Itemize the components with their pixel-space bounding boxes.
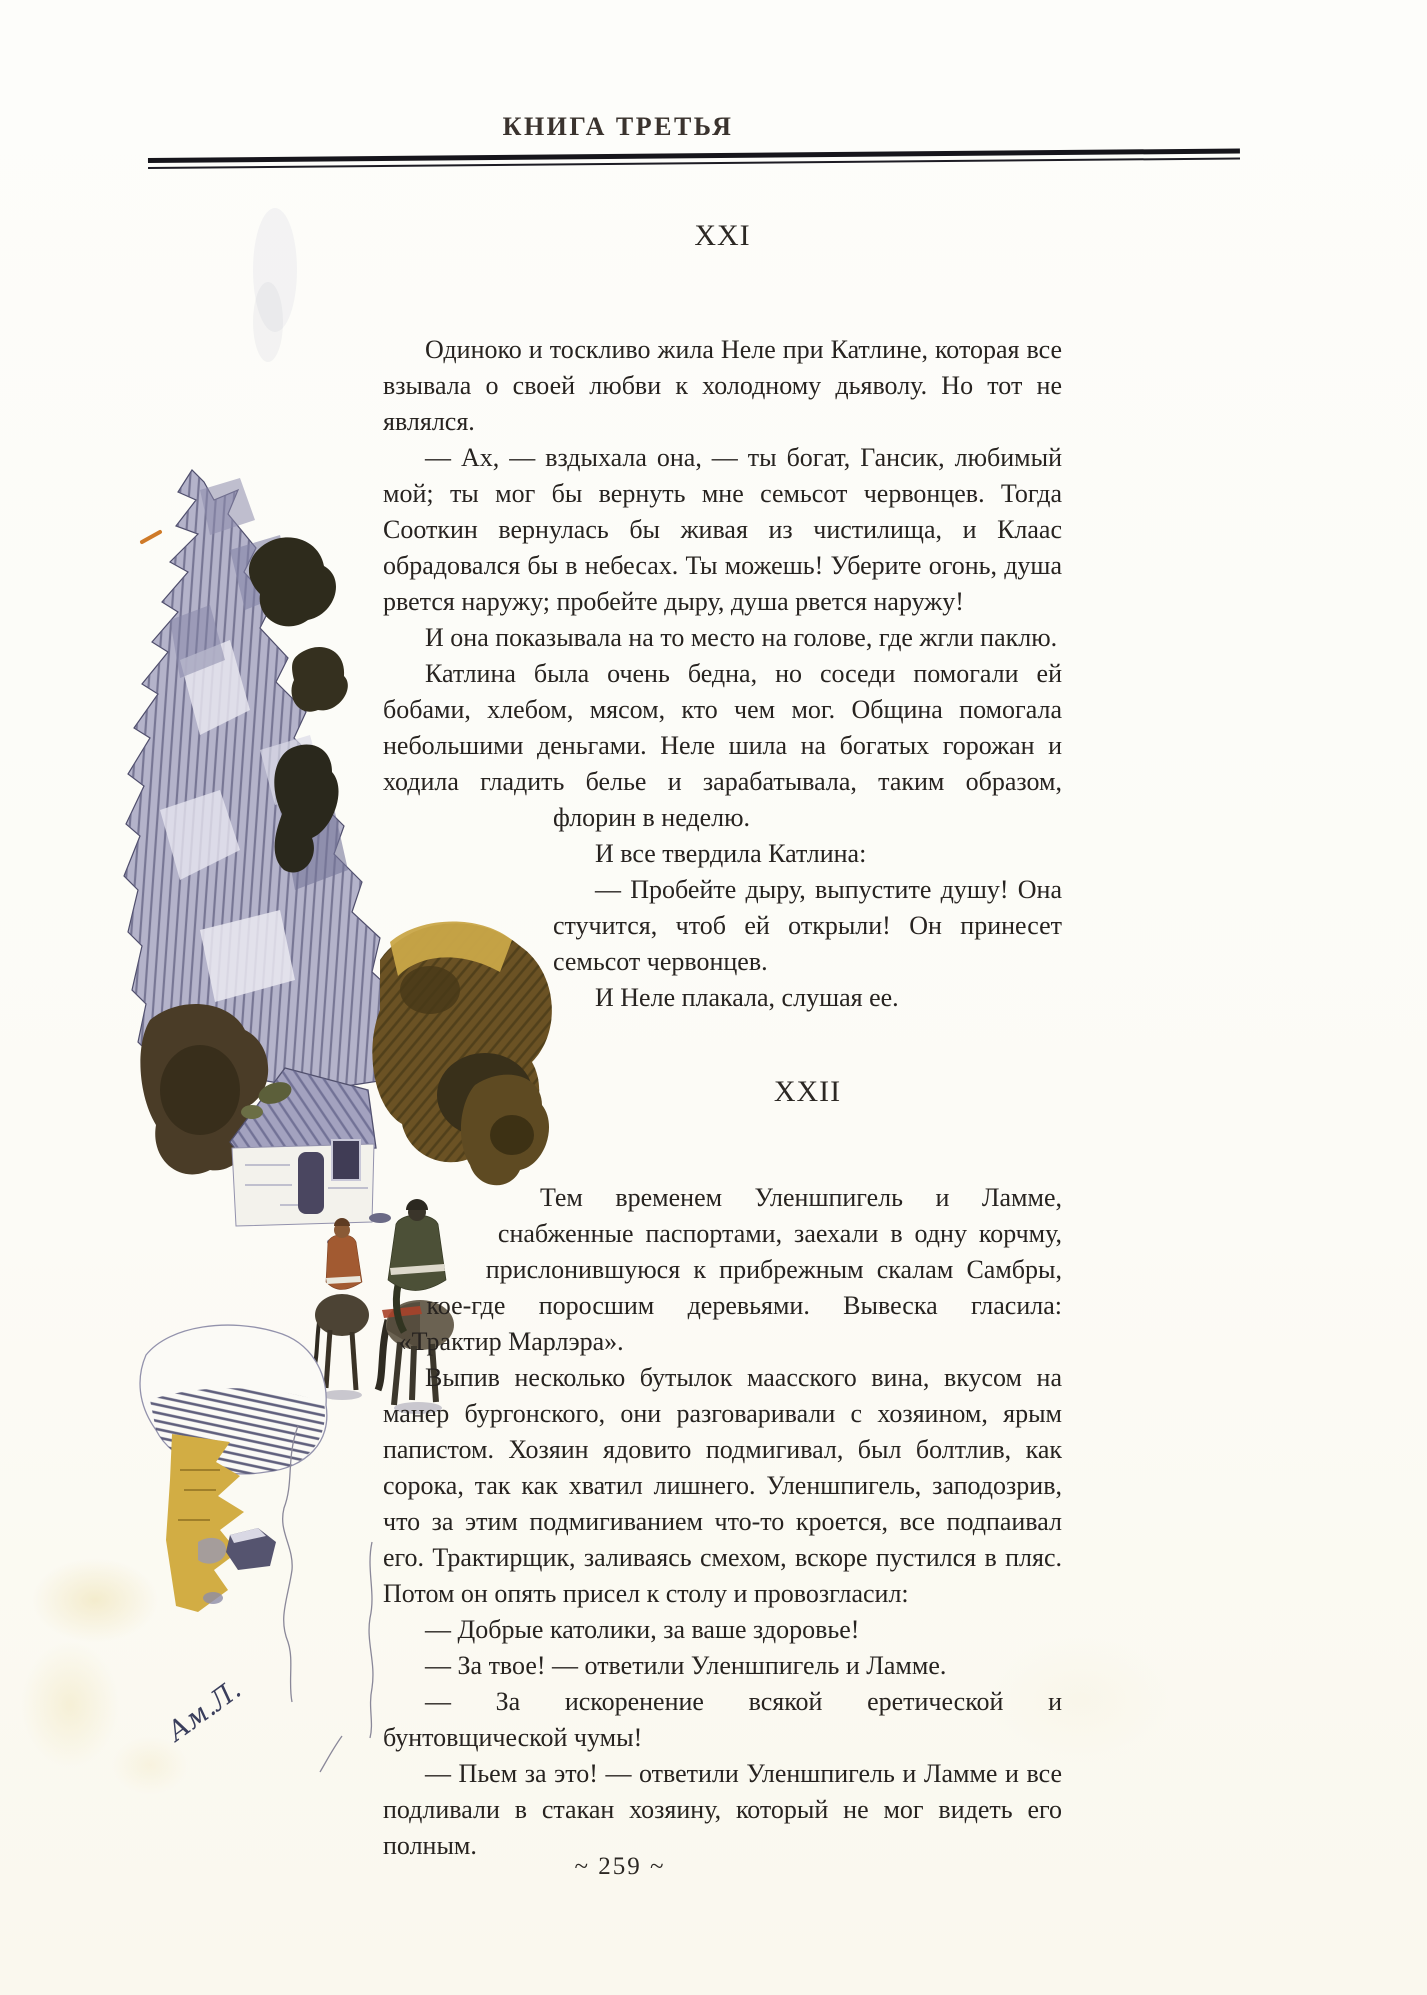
- paragraph: — Добрые католики, за ваше здоровье!: [425, 1615, 860, 1644]
- page-number: ~ 259 ~: [574, 1853, 666, 1880]
- paragraph: — За искоренение всякой еретической и бунтовщической чумы!: [383, 1687, 1062, 1752]
- artist-signature: Ам.Л.: [161, 1674, 247, 1748]
- paragraph: — Пьем за это! — ответили Уленшпигель и Ламме и все подливали в стакан хозяину, который не мог видеть его полным.: [383, 1759, 1062, 1860]
- foreground-boulder: [140, 1325, 327, 1474]
- cottage-window: [332, 1140, 360, 1180]
- paragraph: Выпив несколько бутылок маасского вина, вкусом на манер бургонского, они разговаривали с хозяином, ярым папистом. Хозяин ядовито подмигивал, был болтлив, как сорока, так как хватил лишнего. Уленшпигель, заподозрив, что за этим подмигиванием что-то кроется, все подпаивал его. Трактирщик, заливаясь смехом, вскоре пустился в пляс. Потом он опять присел к столу и провозгласил:: [383, 1363, 1062, 1608]
- paragraph: И все твердила Катлина:: [595, 839, 867, 868]
- mount-left-shadow: [322, 1390, 362, 1400]
- paragraph: Катлина была очень бедна, но соседи помогали ей бобами, хлебом, мясом, кто чем мог. Община помогала небольшими деньгами. Неле шила на богатых горожан и ходила гладить белье и зарабатывала, таким образом, флорин в неделю.: [383, 659, 1062, 832]
- chapter-heading-xxi: XXI: [694, 219, 751, 252]
- paragraph: И Неле плакала, слушая ее.: [595, 983, 899, 1012]
- paragraph: Тем временем Уленшпигель и Ламме, снабженные паспортами, заехали в одну корчму, прислонившуюся к прибрежным скалам Самбры, кое-где поросшим деревьями. Вывеска гласила: «Трактир Марлэра».: [398, 1183, 1062, 1356]
- paragraph: Одиноко и тоскливо жила Неле при Катлине, которая все взывала о своей любви к холодному дьяволу. Но тот не являлся.: [383, 335, 1062, 436]
- book-title-header: КНИГА ТРЕТЬЯ: [502, 112, 734, 141]
- text-column: [383, 218, 1062, 1864]
- paragraph: И она показывала на то место на голове, где жгли паклю.: [425, 623, 1058, 652]
- paragraph: — Пробейте дыру, выпустите душу! Она стучится, чтоб ей открыли! Он принесет семьсот червонцев.: [553, 875, 1062, 976]
- paragraph: — Ах, — вздыхала она, — ты богат, Гансик, любимый мой; ты мог бы вернуть мне семьсот червонцев. Тогда Сооткин вернулась бы живая из чистилища, и Клаас обрадовался бы в небесах. Ты можешь! Уберите огонь, душа рвется наружу; пробейте дыру, душа рвется наружу!: [383, 443, 1062, 616]
- cottage-door: [298, 1152, 324, 1214]
- paragraph: — За твое! — ответили Уленшпигель и Ламме.: [425, 1651, 947, 1680]
- path-outline-lines: [283, 1426, 373, 1772]
- header-rule: [148, 148, 1240, 168]
- rider-left: [314, 1218, 369, 1400]
- orange-leaf-accent: [142, 532, 160, 542]
- faint-wash: [253, 208, 297, 362]
- mount-left-body: [315, 1294, 369, 1336]
- chapter-heading-xxii: XXII: [773, 1075, 842, 1108]
